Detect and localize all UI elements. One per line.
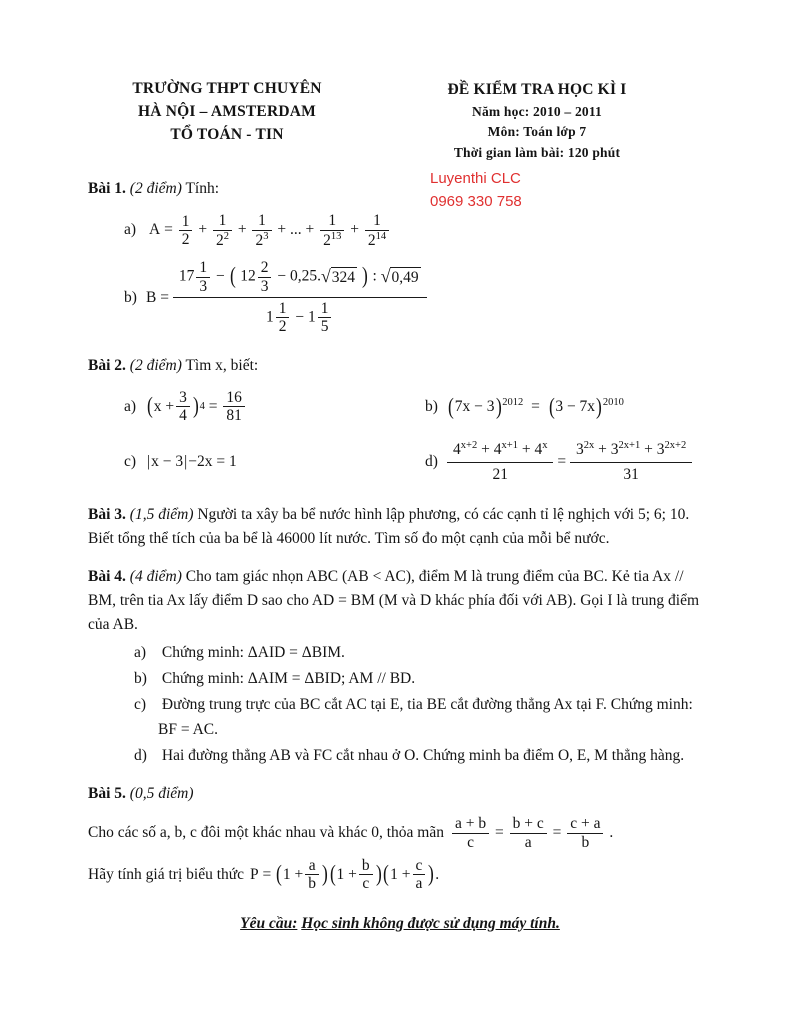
watermark <box>430 168 522 213</box>
problem-4-parts <box>88 641 712 768</box>
problem-2-heading <box>88 354 712 377</box>
school-year: Năm học: 2010 – 2011 <box>472 103 602 119</box>
problem-4 <box>88 565 712 637</box>
problem-5-equation-2: P = ( 1 + $\frac{a}{b}$ ) ( 1 + $\frac{b}{c}$ ) ( 1 + $\frac{c}{a}$ ) . <box>250 856 440 893</box>
problem-2-part-d-math: $\frac{4^{x+2} + 4^{x+1} + 4^x}{21}$ = $\frac{3^{2x} + 3^{2x+1} + 3^{2x+2}}{31}$ <box>447 439 692 485</box>
problem-5-label: Bài 5. <box>88 785 126 802</box>
problem-4-part-d <box>134 744 712 768</box>
problem-1-part-a-letter: a) <box>124 221 137 239</box>
problem-1-label: Bài 1. <box>88 180 126 198</box>
problem-2-label: Bài 2. <box>88 356 126 374</box>
exam-sheet <box>88 78 712 933</box>
problem-4-part-c-text: Đường trung trực của BC cắt AC tại E, tia BE cắt đường thẳng Ax tại F. Chứng minh: BF = AC. <box>158 696 693 738</box>
problem-3-text: Người ta xây ba bể nước hình lập phương, có các cạnh tỉ lệ nghịch với 5; 6; 10. Biết tổng thể tích của ba bể là 46000 lít nước. Tìm số đo một cạnh của mỗi bể nước. <box>88 506 690 548</box>
problem-4-part-a-letter: a) <box>134 644 147 662</box>
problem-2-part-d <box>425 439 712 485</box>
problem-4-part-d-letter: d) <box>134 746 147 764</box>
document-header <box>88 78 712 163</box>
school-name-line-2: HÀ NỘI – AMSTERDAM <box>138 102 316 120</box>
watermark-line-2: 0969 330 758 <box>430 192 522 210</box>
problem-2-part-b-letter: b) <box>425 398 438 416</box>
problem-2-part-a-letter: a) <box>124 398 137 416</box>
problem-1-part-a-math: A = $\frac{1}{2}$ + $\frac{1}{2^2}$ + $\frac{1}{2^3}$ + ... + $\frac{1}{2^{13}}$ + $\frac{1}{2^{14}}$ <box>149 221 391 238</box>
problem-5-heading <box>88 782 712 805</box>
problem-2-part-a-math: ( x + $\frac{3}{4}$ ) 4 = $\frac{16}{81}$ <box>146 389 247 425</box>
problem-2-row-1 <box>88 389 712 425</box>
problem-1-part-a <box>124 212 712 249</box>
problem-4-part-b <box>134 667 712 691</box>
problem-2-part-c-math: |x − 3|−2x = 1 <box>147 453 237 471</box>
exam-info-block <box>372 78 702 163</box>
problem-5-line-2-prefix: Hãy tính giá trị biểu thức <box>88 866 245 884</box>
problem-5-line-1-prefix: Cho các số a, b, c đôi một khác nhau và khác 0, thỏa mãn <box>88 824 444 842</box>
footer-note <box>88 915 712 933</box>
watermark-line-1: Luyenthi CLC <box>430 170 521 187</box>
footer-note-text: Học sinh không được sử dụng máy tính. <box>301 914 560 932</box>
problem-4-part-c <box>134 693 712 741</box>
problem-4-part-b-text: Chứng minh: ΔAIM = ΔBID; AM // BD. <box>161 670 416 688</box>
problem-4-part-d-text: Hai đường thẳng AB và FC cắt nhau ở O. Chứng minh ba điểm O, E, M thẳng hàng. <box>161 746 685 764</box>
problem-5-points: (0,5 điểm) <box>129 785 194 802</box>
subject: Môn: Toán lớp 7 <box>487 124 587 140</box>
problem-2-part-c-letter: c) <box>124 453 137 471</box>
problem-2-prompt: Tìm x, biết: <box>185 356 259 374</box>
problem-4-text: Cho tam giác nhọn ABC (AB < AC), điểm M là trung điểm của BC. Kẻ tia Ax // BM, trên tia Ax lấy điểm D sao cho AD = BM (M và D khác phía đối với AB). Gọi I là trung điểm của AB. <box>88 568 700 634</box>
problem-1-prompt: Tính: <box>185 180 220 198</box>
problem-2-part-a <box>124 389 411 425</box>
problem-4-part-b-letter: b) <box>134 670 147 688</box>
school-name-line-1: TRƯỜNG THPT CHUYÊN <box>132 80 322 97</box>
problem-1-part-b-math: B = 17 $\frac{1}{3}$ − ( 12 $\frac{2}{3}$ − 0,25.√324 ) : √0,49 1 $\frac{1}{2}$ − 1 $\frac{1}{5}$ <box>146 259 427 335</box>
problem-4-label: Bài 4. <box>88 568 126 586</box>
problem-4-part-a-text: Chứng minh: ΔAID = ΔBIM. <box>161 644 345 662</box>
footer-note-label: Yêu cầu: <box>240 914 298 932</box>
problem-2-points: (2 điểm) <box>129 356 182 374</box>
problem-1-points: (2 điểm) <box>129 180 182 198</box>
problem-2-part-b-math: $(7x - 3)^{2012} = (3 - 7x)^{2010}$ <box>447 394 624 421</box>
exam-title: ĐỀ KIỂM TRA HỌC KÌ I <box>447 81 627 98</box>
problem-5-equation-1: $\frac{a + b}{c}$ = $\frac{b + c}{a}$ = $\frac{c + a}{b}$ . <box>450 815 613 851</box>
school-department-line: TỔ TOÁN - TIN <box>170 125 284 143</box>
problem-4-part-a <box>134 641 712 665</box>
problem-2-part-b <box>425 394 712 419</box>
problem-5-line-1 <box>88 815 712 851</box>
problem-2-part-d-letter: d) <box>425 453 438 471</box>
duration: Thời gian làm bài: 120 phút <box>453 144 621 160</box>
problem-3-label: Bài 3. <box>88 506 126 524</box>
problem-2-part-c <box>124 449 411 474</box>
problem-1-heading <box>88 177 712 200</box>
school-block <box>102 78 352 147</box>
problem-1-part-b-letter: b) <box>124 288 137 306</box>
problem-2-row-2 <box>88 439 712 485</box>
problem-4-points: (4 điểm) <box>129 568 182 586</box>
problem-3-points: (1,5 điểm) <box>129 506 194 524</box>
problem-4-part-c-letter: c) <box>134 696 147 714</box>
problem-5-line-2 <box>88 857 712 893</box>
problem-1-part-b <box>124 259 712 335</box>
problem-3 <box>88 503 712 551</box>
